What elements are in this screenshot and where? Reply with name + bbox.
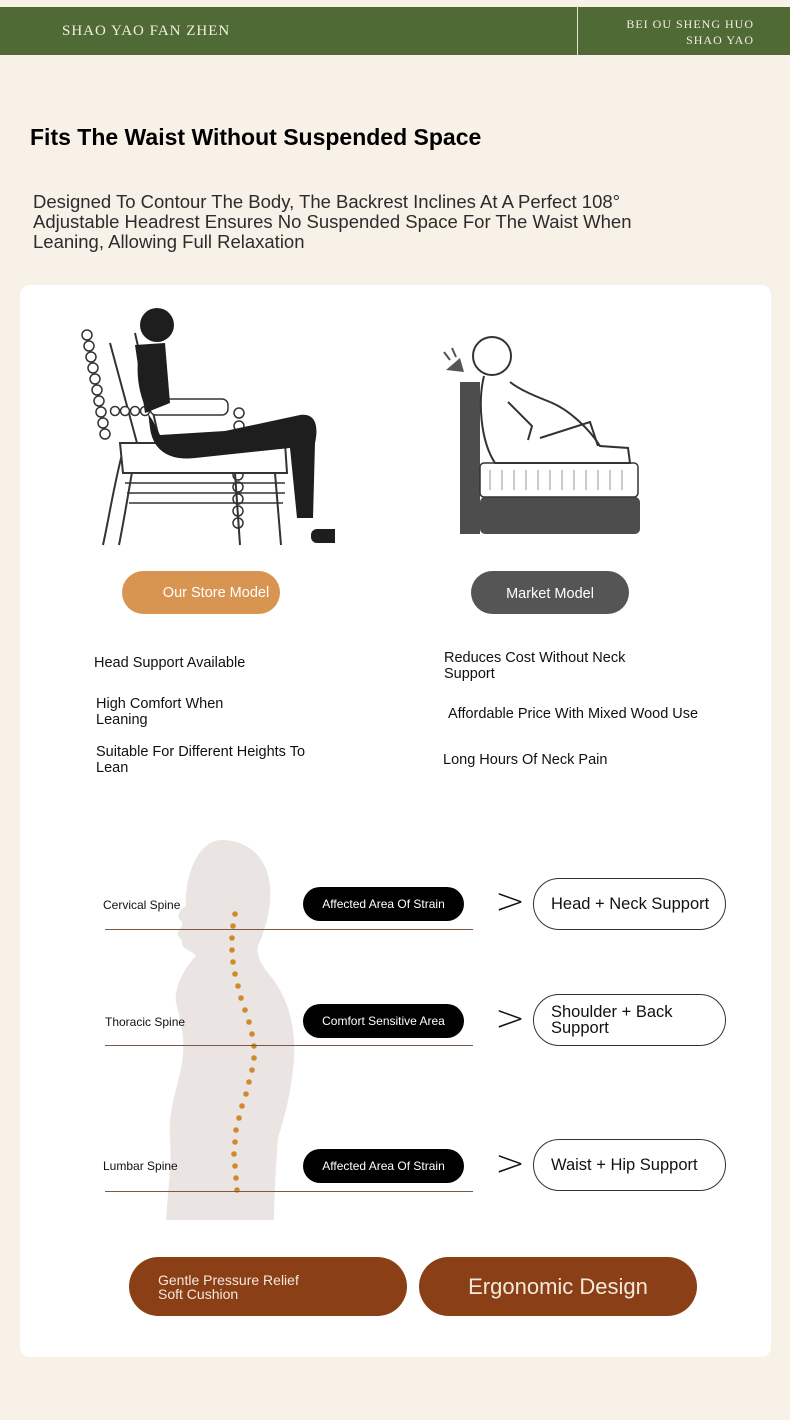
- arrow-icon: >: [495, 881, 526, 922]
- market-model-button[interactable]: Market Model: [471, 571, 629, 614]
- top-banner: [0, 7, 790, 55]
- arrow-icon: >: [495, 998, 526, 1039]
- store-feature-2: High Comfort When Leaning: [96, 696, 224, 728]
- spine-tag-cervical: Affected Area Of Strain: [303, 887, 464, 921]
- arrow-icon: >: [495, 1143, 526, 1184]
- brand-right-line1: BEI OU SHENG HUO: [626, 17, 754, 31]
- brand-left: SHAO YAO FAN ZHEN: [62, 23, 231, 39]
- market-bed-illustration: [440, 330, 650, 540]
- support-lumbar: Waist + Hip Support: [533, 1139, 726, 1191]
- spine-tag-lumbar: Affected Area Of Strain: [303, 1149, 464, 1183]
- store-chair-illustration: [75, 303, 335, 548]
- market-feature-2: Affordable Price With Mixed Wood Use: [448, 706, 699, 722]
- market-feature-1: Reduces Cost Without Neck Support: [444, 650, 626, 682]
- market-feature-3: Long Hours Of Neck Pain: [443, 752, 608, 768]
- brand-right: [626, 16, 754, 48]
- spine-tag-thoracic: Comfort Sensitive Area: [303, 1004, 464, 1038]
- spine-silhouette-illustration: [160, 838, 300, 1220]
- spine-line-thoracic: [105, 1045, 473, 1046]
- support-cervical: Head + Neck Support: [533, 878, 726, 930]
- ergonomic-design-button[interactable]: Ergonomic Design: [419, 1257, 697, 1316]
- page-title: Fits The Waist Without Suspended Space: [30, 124, 482, 150]
- banner-divider: [577, 7, 578, 55]
- pressure-relief-line1: Gentle Pressure Relief: [158, 1271, 299, 1288]
- brand-right-line2: SHAO YAO: [686, 33, 754, 47]
- support-thoracic: Shoulder + Back Support: [533, 994, 726, 1046]
- comparison-card: [20, 285, 771, 1357]
- spine-label-cervical: Cervical Spine: [103, 898, 181, 912]
- page-description: Designed To Contour The Body, The Backrest Inclines At A Perfect 108° Adjustable Headrest Ensures No Suspended Space For The Waist When Leaning, Allowing Full Relaxation: [33, 191, 632, 252]
- store-feature-1: Head Support Available: [94, 655, 246, 671]
- pressure-relief-line2: Soft Cushion: [158, 1285, 239, 1302]
- spine-line-cervical: [105, 929, 473, 930]
- store-model-button[interactable]: Our Store Model: [122, 571, 280, 614]
- spine-line-lumbar: [105, 1191, 473, 1192]
- store-feature-3: Suitable For Different Heights To Lean: [96, 744, 306, 776]
- pressure-relief-button[interactable]: [129, 1257, 407, 1316]
- spine-label-lumbar: Lumbar Spine: [103, 1159, 178, 1173]
- spine-label-thoracic: Thoracic Spine: [105, 1015, 186, 1029]
